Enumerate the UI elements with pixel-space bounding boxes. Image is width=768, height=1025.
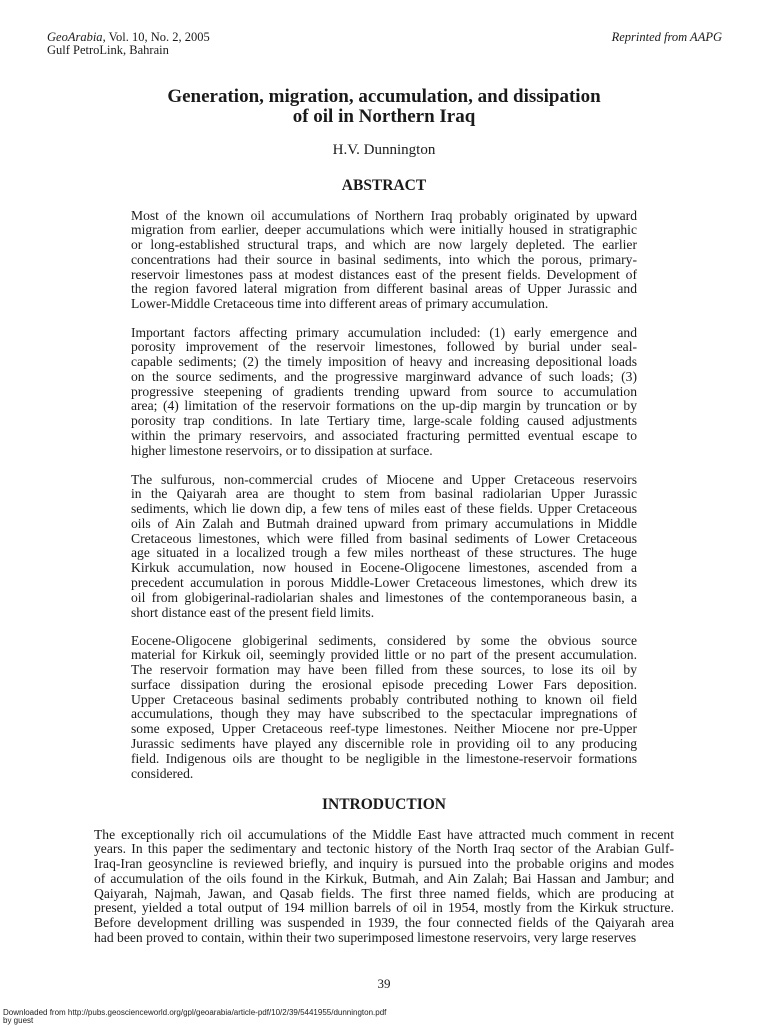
text-line: porosity trap conditions. In late Tertiary time, large-scale folding caused adjustments <box>131 413 637 429</box>
text-line: short distance east of the present field limits. <box>131 604 375 620</box>
download-notice: Downloaded from http://pubs.geoscienceworld.org/gpl/geoarabia/article-pdf/10/2/39/5441955/dunnington.pdf <box>3 1008 387 1017</box>
author: H.V. Dunnington <box>332 142 436 158</box>
text-line: in the Qaiyarah area are thought to stem from basinal radiolarian Upper Jurassic <box>131 486 637 502</box>
text-line: Before development drilling was suspended in 1939, the four connected fields of the Qaiyarah area <box>94 915 674 931</box>
text-line: considered. <box>131 765 194 781</box>
text-line: material for Kirkuk oil, seemingly provided little or no part of the present accumulation. <box>131 647 637 663</box>
text-line: Iraq-Iran geosyncline is reviewed briefly, and inquiry is pursued into the probable origins and modes <box>94 856 674 872</box>
text-line: field. Indigenous oils are thought to be negligible in the limestone-reservoir formations <box>131 750 637 766</box>
text-line: had been proved to contain, within their two superimposed limestone reservoirs, very large reserves <box>94 930 637 946</box>
introduction-heading: INTRODUCTION <box>321 796 446 813</box>
introduction-paragraph-1 <box>94 828 674 946</box>
abstract-paragraph-4 <box>131 634 637 782</box>
text-line: Qaiyarah, Najmah, Jawan, and Qasab fields. The first three named fields, which are producing at <box>94 885 674 901</box>
text-line: Eocene-Oligocene globigerinal sediments, considered by some the obvious source <box>131 632 637 648</box>
text-line: higher limestone reservoirs, or to dissipation at surface. <box>131 442 433 458</box>
text-line: capable sediments; (2) the timely imposition of heavy and increasing depositional loads <box>131 354 637 370</box>
page-number: 39 <box>377 976 391 991</box>
text-line: within the primary reservoirs, and associated fracturing permitted eventual escape to <box>131 428 637 444</box>
text-line: precedent accumulation in porous Middle-Lower Cretaceous limestones, which drew its <box>131 575 637 591</box>
text-line: some exposed, Upper Cretaceous reef-type limestones. Neither Miocene nor pre-Upper <box>131 721 637 737</box>
text-line: on the source sediments, and the progressive marginward advance of such loads; (3) <box>131 368 637 384</box>
text-line: The sulfurous, non-commercial crudes of Miocene and Upper Cretaceous reservoirs <box>131 471 637 487</box>
text-line: of accumulation of the oils found in the Kirkuk, Butmah, and Ain Zalah; Bai Hassan and Jambur; and <box>94 870 674 886</box>
journal-volume: , Vol. 10, No. 2, 2005 <box>102 30 210 44</box>
text-line: present, yielded a total output of 194 million barrels of oil in 1954, mostly from the Kirkuk structure. <box>94 900 674 916</box>
abstract-heading: ABSTRACT <box>341 177 427 194</box>
text-line: accumulations, though they may have subscribed to the spectacular impregnations of <box>131 706 637 722</box>
text-line: porosity improvement of the reservoir limestones, followed by burial under seal- <box>131 339 637 355</box>
text-line: Kirkuk accumulation, now housed in Eocene-Oligocene limestones, ascended from a <box>131 560 637 576</box>
publisher: Gulf PetroLink, Bahrain <box>47 43 169 57</box>
text-line: Upper Cretaceous basinal sediments probably contributed nothing to known oil field <box>131 691 637 707</box>
journal-name: GeoArabia <box>47 30 103 44</box>
text-line: years. In this paper the sedimentary and tectonic history of the North Iraq sector of the Arabian Gulf- <box>94 841 674 857</box>
text-line: oils of Ain Zalah and Butmah drained upward from primary accumulations in Middle <box>131 515 637 531</box>
text-line: Most of the known oil accumulations of Northern Iraq probably originated by upward <box>131 207 637 223</box>
text-line: migration from earlier, deeper accumulations which were initially housed in stratigraphic <box>131 222 637 238</box>
text-line: concentrations had their source in basinal sediments, into which the porous, primary- <box>131 251 637 267</box>
abstract-paragraph-3 <box>131 473 637 621</box>
title-line-2: of oil in Northern Iraq <box>292 106 476 127</box>
text-line: sediments, which lie down dip, a few tens of miles east of these fields. Upper Cretaceous <box>131 501 637 517</box>
text-line: The exceptionally rich oil accumulations of the Middle East have attracted much comment in recent <box>94 826 674 842</box>
text-line: the region favored lateral migration from different basinal areas of Upper Jurassic and <box>131 281 637 297</box>
text-line: or long-established structural traps, and which are now largely depleted. The earlier <box>131 237 637 253</box>
text-line: Important factors affecting primary accumulation included: (1) early emergence and <box>131 324 637 340</box>
text-line: oil from globigerinal-radiolarian shales and limestones of the contemporaneous basin, a <box>131 589 637 605</box>
text-line: The reservoir formation may have been filled from these sources, to lose its oil by <box>131 662 637 678</box>
text-line: area; (4) limitation of the reservoir formations on the up-dip margin by truncation or by <box>131 398 637 414</box>
text-line: surface dissipation during the erosional episode preceding Lower Fars deposition. <box>131 676 637 692</box>
text-line: progressive steepening of gradients trending upward from source to accumulation <box>131 383 637 399</box>
journal-citation <box>47 30 210 44</box>
text-line: Cretaceous limestones, which were filled from basinal sediments of Lower Cretaceous <box>131 530 637 546</box>
download-by: by guest <box>3 1016 34 1025</box>
abstract-paragraph-2 <box>131 326 637 459</box>
text-line: age situated in a localized trough a few miles northeast of these structures. The huge <box>131 545 637 561</box>
text-line: Lower-Middle Cretaceous time into different areas of primary accumulation. <box>131 296 549 312</box>
abstract-paragraph-1 <box>131 209 637 313</box>
reprint-note: Reprinted from AAPG <box>611 30 722 44</box>
title-line-1: Generation, migration, accumulation, and dissipation <box>167 86 601 107</box>
text-line: reservoir limestones pass at modest distances east of the present fields. Development of <box>131 266 637 282</box>
text-line: Jurassic sediments have played any discernible role in providing oil to any producing <box>131 736 637 752</box>
